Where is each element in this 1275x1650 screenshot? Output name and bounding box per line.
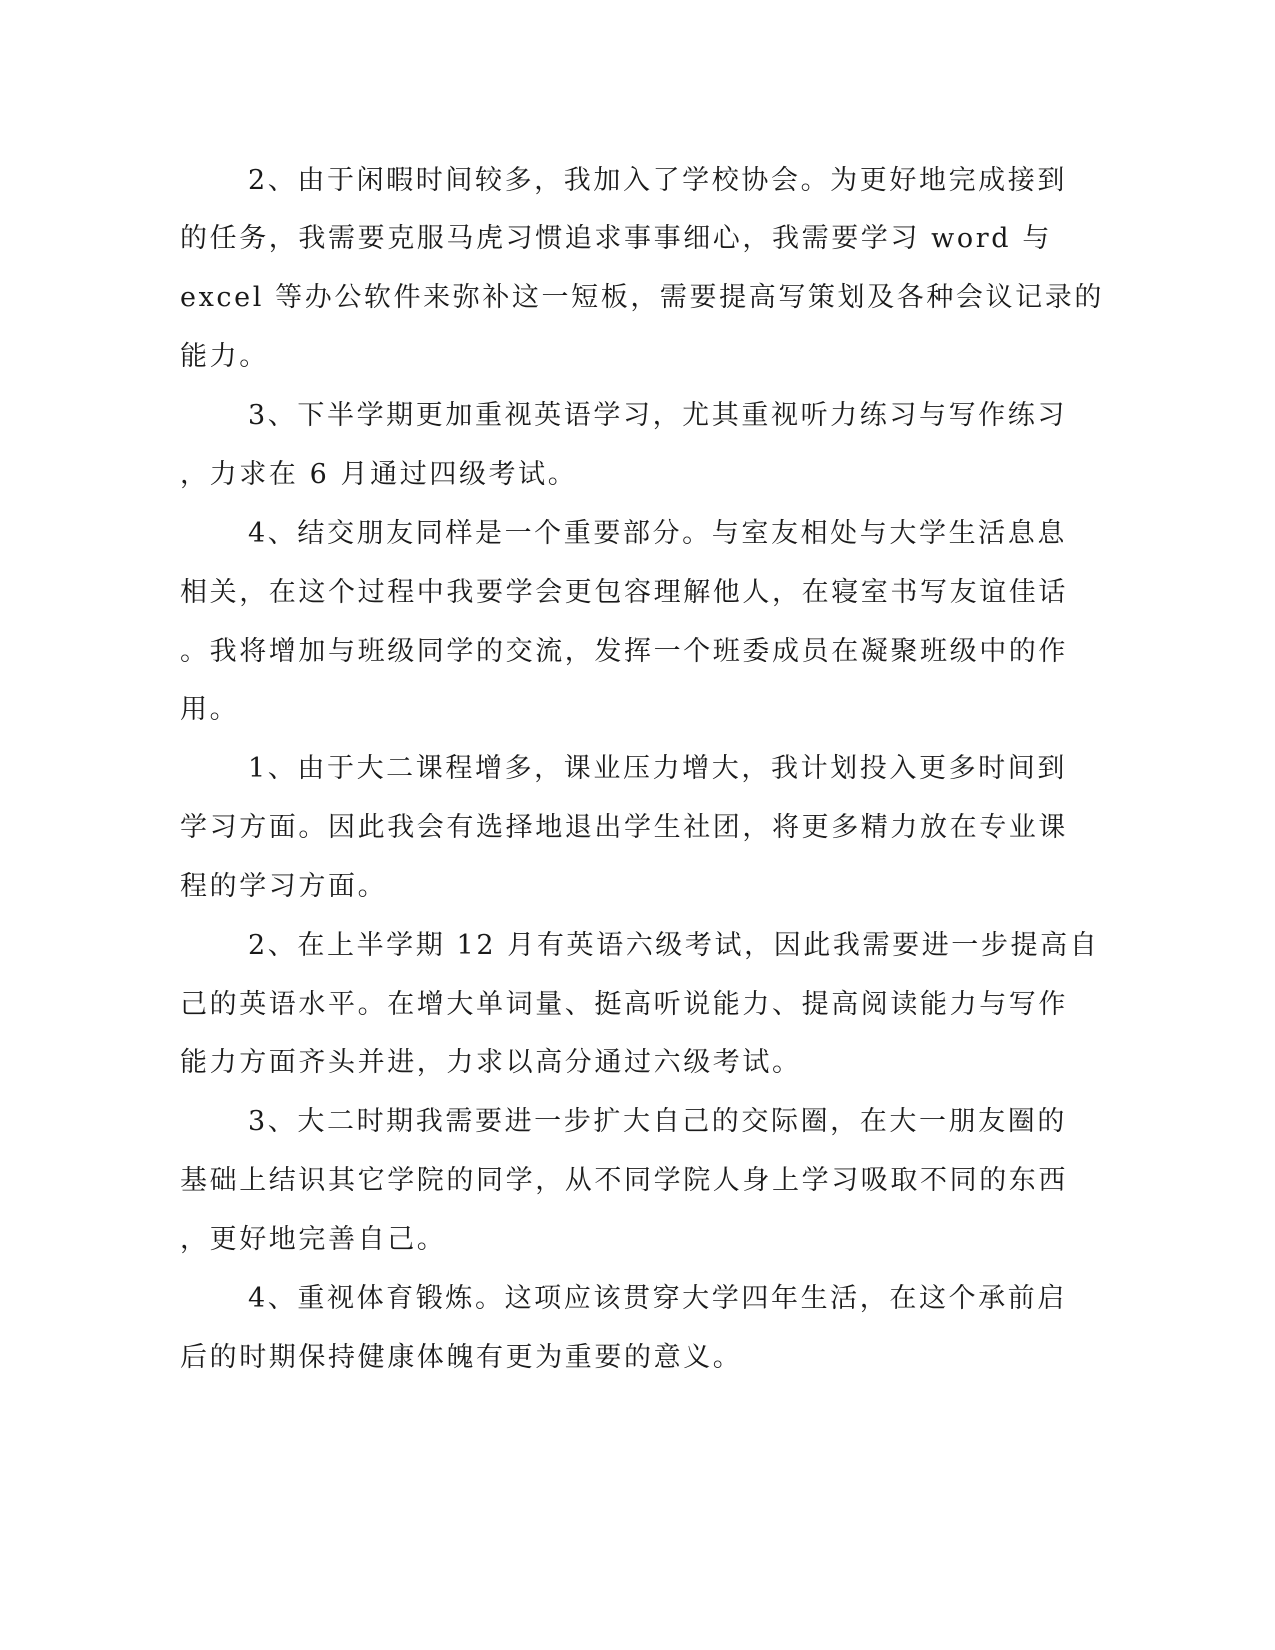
text-line: 能力方面齐头并进，力求以高分通过六级考试。 xyxy=(180,1047,802,1078)
text-line: ，更好地完善自己。 xyxy=(180,1224,447,1255)
text-line: 。我将增加与班级同学的交流，发挥一个班委成员在凝聚班级中的作 xyxy=(180,636,1068,667)
text-line: ，力求在 6 月通过四级考试。 xyxy=(180,459,578,490)
text-line: 1、由于大二课程增多，课业压力增大，我计划投入更多时间到 xyxy=(248,753,1067,784)
text-line: 2、在上半学期 12 月有英语六级考试，因此我需要进一步提高自 xyxy=(248,930,1100,961)
text-line: 的任务，我需要克服马虎习惯追求事事细心，我需要学习 word 与 xyxy=(180,223,1052,254)
text-line: 4、重视体育锻炼。这项应该贯穿大学四年生活，在这个承前启 xyxy=(248,1283,1067,1314)
text-line: 3、大二时期我需要进一步扩大自己的交际圈，在大一朋友圈的 xyxy=(248,1106,1067,1137)
text-line: 学习方面。因此我会有选择地退出学生社团，将更多精力放在专业课 xyxy=(180,812,1068,843)
text-line: 后的时期保持健康体魄有更为重要的意义。 xyxy=(180,1342,743,1373)
text-line: 程的学习方面。 xyxy=(180,871,388,902)
text-line: 相关，在这个过程中我要学会更包容理解他人，在寝室书写友谊佳话 xyxy=(180,577,1068,608)
text-line: 能力。 xyxy=(180,341,269,372)
text-line: 2、由于闲暇时间较多，我加入了学校协会。为更好地完成接到 xyxy=(248,165,1067,196)
text-line: 基础上结识其它学院的同学，从不同学院人身上学习吸取不同的东西 xyxy=(180,1165,1068,1196)
text-line: excel 等办公软件来弥补这一短板，需要提高写策划及各种会议记录的 xyxy=(180,282,1104,313)
text-line: 3、下半学期更加重视英语学习，尤其重视听力练习与写作练习 xyxy=(248,400,1067,431)
text-line: 用。 xyxy=(180,694,240,725)
text-line: 4、结交朋友同样是一个重要部分。与室友相处与大学生活息息 xyxy=(248,518,1067,549)
text-line: 己的英语水平。在增大单词量、挺高听说能力、提高阅读能力与写作 xyxy=(180,989,1068,1020)
